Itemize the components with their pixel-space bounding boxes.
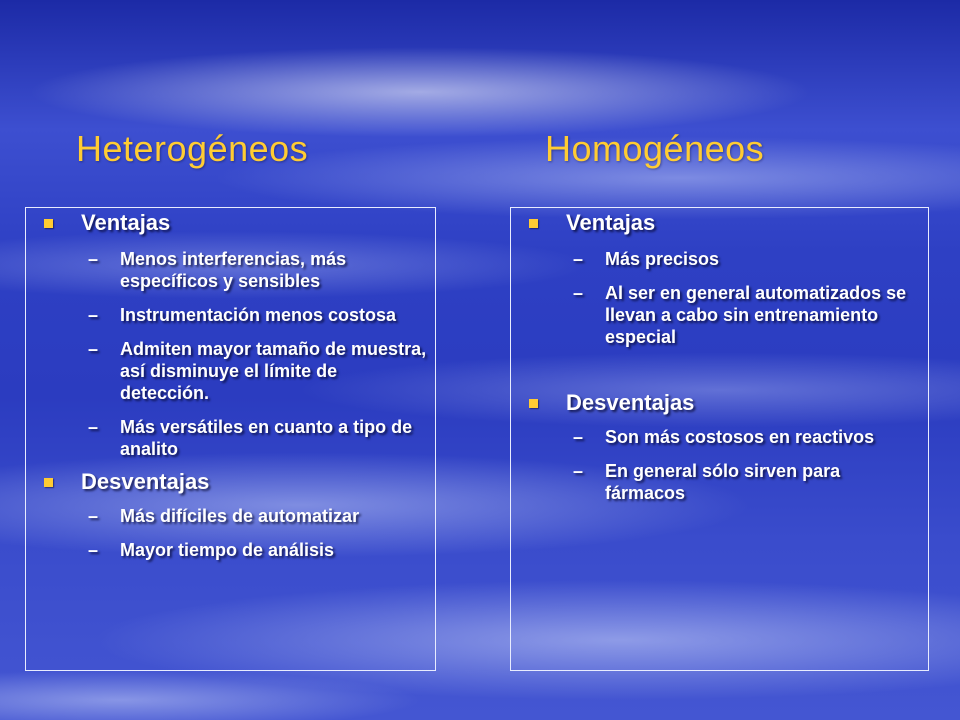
square-bullet-icon bbox=[44, 478, 53, 487]
list-item-text: Más precisos bbox=[605, 249, 720, 269]
heading-label: Ventajas bbox=[81, 210, 171, 235]
list-item-text: En general sólo sirven para fármacos bbox=[605, 461, 841, 503]
list-item bbox=[525, 282, 921, 348]
panel-heterogeneos-content bbox=[40, 208, 430, 561]
square-bullet-icon bbox=[44, 219, 53, 228]
heading-label: Ventajas bbox=[566, 210, 656, 235]
list-item-text: Son más costosos en reactivos bbox=[605, 427, 875, 447]
dash-icon: – bbox=[88, 305, 99, 325]
list-item bbox=[40, 505, 430, 527]
list-item-text: Mayor tiempo de análisis bbox=[120, 540, 335, 560]
panel-homogeneos bbox=[510, 207, 929, 671]
title-heterogeneos: Heterogéneos bbox=[76, 128, 309, 169]
list-item bbox=[40, 416, 430, 460]
list-item bbox=[525, 460, 921, 504]
dash-icon: – bbox=[88, 506, 99, 526]
heading-ventajas-homogeneos bbox=[525, 210, 921, 236]
list-item-text: Admiten mayor tamaño de muestra, así disminuye el límite de detección. bbox=[120, 339, 427, 403]
heading-desventajas-heterogeneos bbox=[40, 469, 430, 495]
dash-icon: – bbox=[88, 540, 99, 560]
list-item bbox=[525, 426, 921, 448]
list-item bbox=[40, 248, 430, 292]
square-bullet-icon bbox=[529, 399, 538, 408]
list-item bbox=[40, 338, 430, 404]
heading-label: Desventajas bbox=[81, 469, 210, 494]
panel-homogeneos-content bbox=[525, 208, 921, 504]
list-item bbox=[40, 539, 430, 561]
list-item-text: Menos interferencias, más específicos y sensibles bbox=[120, 249, 347, 291]
dash-icon: – bbox=[88, 249, 99, 269]
heading-desventajas-homogeneos bbox=[525, 390, 921, 416]
dash-icon: – bbox=[88, 417, 99, 437]
title-homogeneos: Homogéneos bbox=[545, 128, 765, 169]
dash-icon: – bbox=[573, 283, 584, 303]
list-item-text: Al ser en general automatizados se llevan a cabo sin entrenamiento especial bbox=[605, 283, 907, 347]
dash-icon: – bbox=[573, 427, 584, 447]
list-item-text: Más difíciles de automatizar bbox=[120, 506, 360, 526]
list-item bbox=[525, 248, 921, 270]
list-item bbox=[40, 304, 430, 326]
heading-ventajas-heterogeneos bbox=[40, 210, 430, 236]
panel-heterogeneos bbox=[25, 207, 436, 671]
heading-label: Desventajas bbox=[566, 390, 695, 415]
list-item-text: Instrumentación menos costosa bbox=[120, 305, 397, 325]
list-item-text: Más versátiles en cuanto a tipo de analito bbox=[120, 417, 413, 459]
square-bullet-icon bbox=[529, 219, 538, 228]
dash-icon: – bbox=[573, 461, 584, 481]
dash-icon: – bbox=[88, 339, 99, 359]
dash-icon: – bbox=[573, 249, 584, 269]
